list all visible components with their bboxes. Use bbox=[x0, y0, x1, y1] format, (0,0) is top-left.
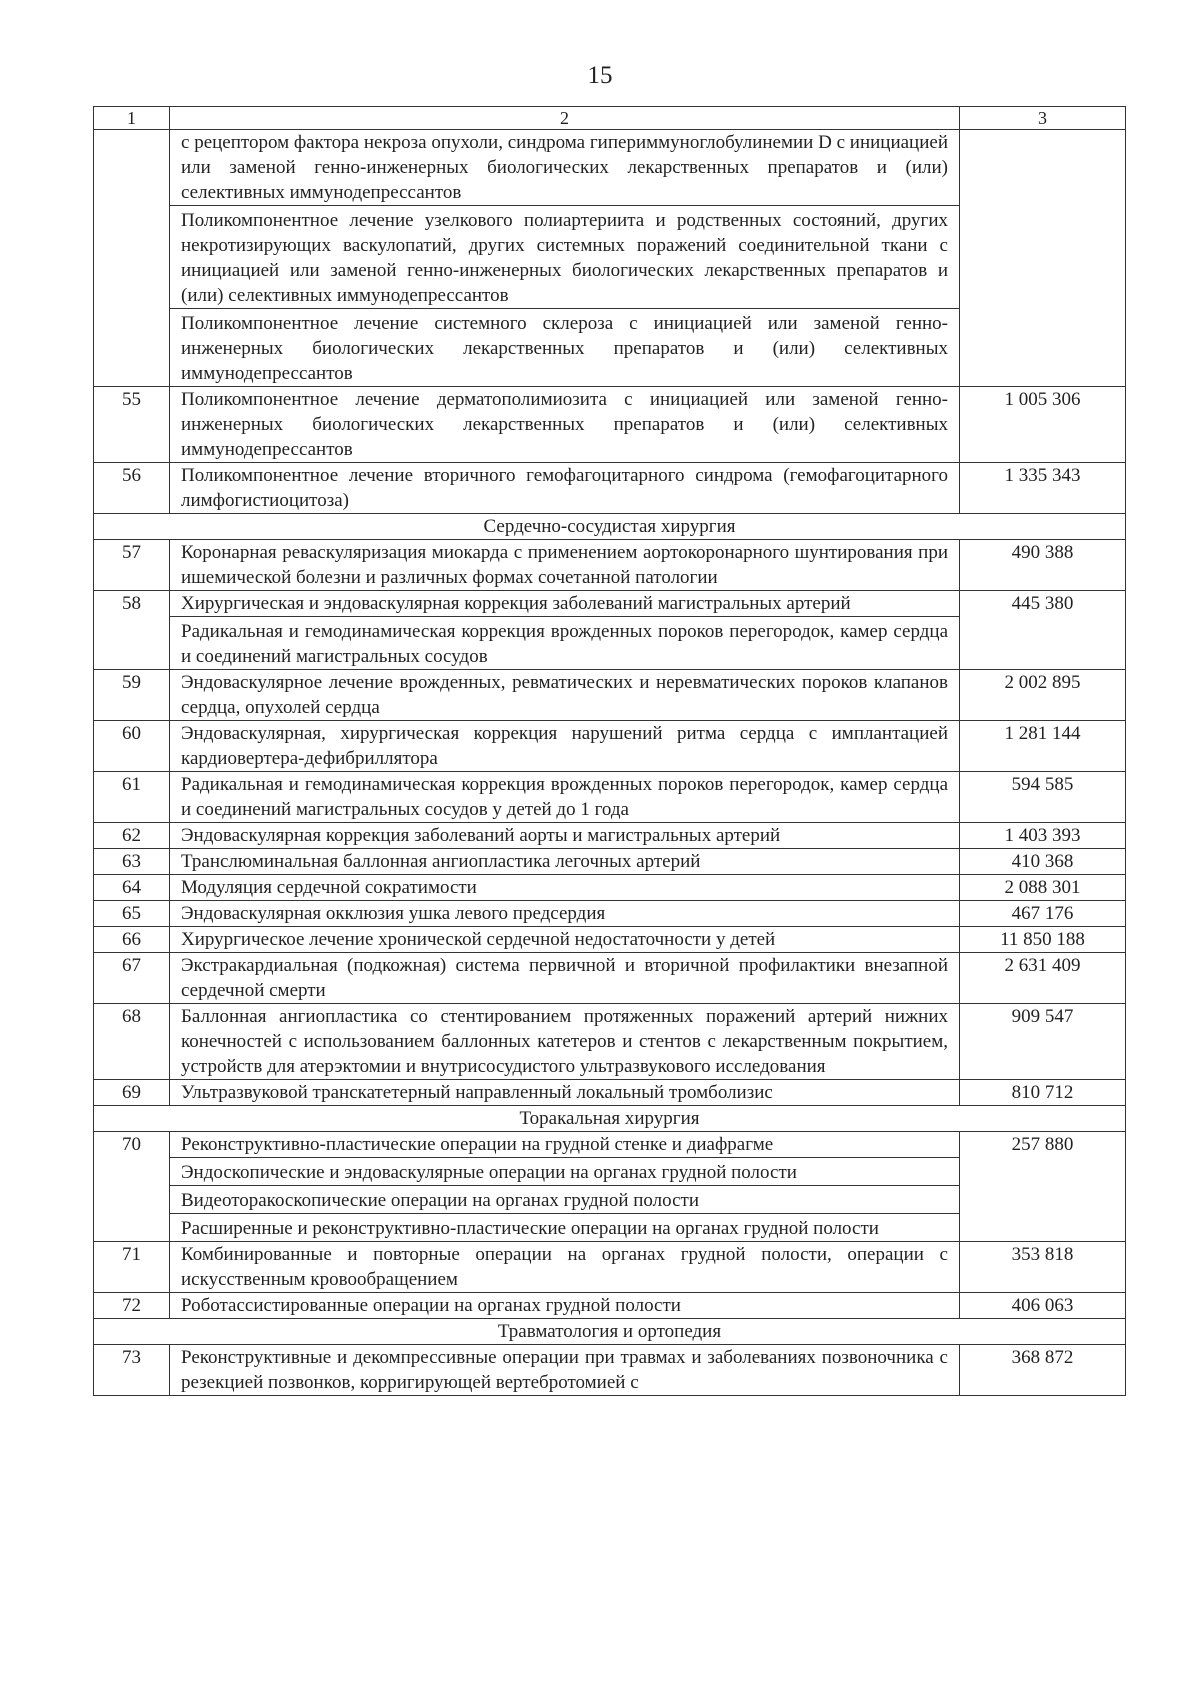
table-row bbox=[94, 772, 1126, 823]
section-header-row bbox=[94, 1106, 1126, 1132]
section-title: Сердечно-сосудистая хирургия bbox=[94, 514, 1126, 540]
table-row bbox=[94, 1242, 1126, 1293]
row-number: 57 bbox=[94, 540, 170, 591]
row-number: 70 bbox=[94, 1132, 170, 1242]
row-value: 467 176 bbox=[960, 901, 1126, 927]
header-col-1: 1 bbox=[94, 107, 170, 130]
description-item: Ультразвуковой транскатетерный направленный локальный тромболизис bbox=[181, 1082, 773, 1103]
description-item: Эндоскопические и эндоваскулярные операции на органах грудной полости bbox=[170, 1157, 959, 1185]
page-number: 15 bbox=[587, 62, 613, 89]
row-number: 68 bbox=[94, 1004, 170, 1080]
row-value: 410 368 bbox=[960, 849, 1126, 875]
row-number: 72 bbox=[94, 1293, 170, 1319]
description-item: Расширенные и реконструктивно-пластические операции на органах грудной полости bbox=[170, 1213, 959, 1241]
row-value: 257 880 bbox=[960, 1132, 1126, 1242]
description-item: Поликомпонентное лечение узелкового полиартериита и родственных состояний, других некротизирующих васкулопатий, других системных поражений соединительной ткани с инициацией или заменой генно-инженерных биологических лекарственных препаратов и (или) селективных иммунодепрессантов bbox=[170, 205, 959, 308]
section-title: Травматология и ортопедия bbox=[94, 1319, 1126, 1345]
row-number: 55 bbox=[94, 387, 170, 463]
row-value: 1 335 343 bbox=[960, 463, 1126, 514]
table-row bbox=[94, 823, 1126, 849]
row-value: 594 585 bbox=[960, 772, 1126, 823]
description-item: Эндоваскулярная коррекция заболеваний аорты и магистральных артерий bbox=[181, 825, 781, 846]
row-value: 353 818 bbox=[960, 1242, 1126, 1293]
header-col-3: 3 bbox=[960, 107, 1126, 130]
row-description bbox=[170, 540, 960, 591]
row-description bbox=[170, 875, 960, 901]
row-value: 406 063 bbox=[960, 1293, 1126, 1319]
row-number: 58 bbox=[94, 591, 170, 670]
row-value: 11 850 188 bbox=[960, 927, 1126, 953]
row-description bbox=[170, 1293, 960, 1319]
description-item: Радикальная и гемодинамическая коррекция врожденных пороков перегородок, камер сердца и соединений магистральных сосудов bbox=[170, 616, 959, 669]
row-description bbox=[170, 772, 960, 823]
table-row bbox=[94, 901, 1126, 927]
row-description bbox=[170, 1242, 960, 1293]
table-row bbox=[94, 721, 1126, 772]
row-number: 73 bbox=[94, 1345, 170, 1396]
table-row bbox=[94, 1345, 1126, 1396]
row-description bbox=[170, 387, 960, 463]
table-row bbox=[94, 591, 1126, 670]
row-value: 1 005 306 bbox=[960, 387, 1126, 463]
row-description bbox=[170, 670, 960, 721]
table-row bbox=[94, 953, 1126, 1004]
section-header-row bbox=[94, 1319, 1126, 1345]
description-item: Модуляция сердечной сократимости bbox=[181, 877, 477, 898]
row-description bbox=[170, 1345, 960, 1396]
row-value: 909 547 bbox=[960, 1004, 1126, 1080]
description-item: Коронарная реваскуляризация миокарда с применением аортокоронарного шунтирования при ишемической болезни и различных формах сочетанной патологии bbox=[181, 542, 948, 588]
row-number: 63 bbox=[94, 849, 170, 875]
description-item: Эндоваскулярная, хирургическая коррекция нарушений ритма сердца с имплантацией кардиовертера-дефибриллятора bbox=[181, 723, 948, 769]
table-row bbox=[94, 387, 1126, 463]
table-row bbox=[94, 1080, 1126, 1106]
row-value bbox=[960, 130, 1126, 387]
description-item: Поликомпонентное лечение дерматополимиозита с инициацией или заменой генно-инженерных биологических лекарственных препаратов и (или) селективных иммунодепрессантов bbox=[181, 389, 948, 460]
description-item: Комбинированные и повторные операции на органах грудной полости, операции с искусственным кровообращением bbox=[181, 1244, 948, 1290]
header-col-2: 2 bbox=[170, 107, 960, 130]
row-number: 69 bbox=[94, 1080, 170, 1106]
description-item: Поликомпонентное лечение вторичного гемофагоцитарного синдрома (гемофагоцитарного лимфогистиоцитоза) bbox=[181, 465, 948, 511]
services-table bbox=[93, 106, 1126, 1396]
description-item: Эндоваскулярное лечение врожденных, ревматических и неревматических пороков клапанов сердца, опухолей сердца bbox=[181, 672, 948, 718]
description-item: Радикальная и гемодинамическая коррекция врожденных пороков перегородок, камер сердца и соединений магистральных сосудов у детей до 1 года bbox=[181, 774, 948, 820]
row-value: 1 403 393 bbox=[960, 823, 1126, 849]
row-number: 59 bbox=[94, 670, 170, 721]
table-row bbox=[94, 540, 1126, 591]
row-number: 62 bbox=[94, 823, 170, 849]
table-row bbox=[94, 849, 1126, 875]
description-item: Транслюминальная баллонная ангиопластика легочных артерий bbox=[181, 851, 701, 872]
description-item: Поликомпонентное лечение системного склероза с инициацией или заменой генно-инженерных биологических лекарственных препаратов и (или) селективных иммунодепрессантов bbox=[170, 308, 959, 386]
row-number: 71 bbox=[94, 1242, 170, 1293]
row-number: 67 bbox=[94, 953, 170, 1004]
row-value: 810 712 bbox=[960, 1080, 1126, 1106]
row-value: 1 281 144 bbox=[960, 721, 1126, 772]
description-item: с рецептором фактора некроза опухоли, синдрома гипериммуноглобулинемии D с инициацией или заменой генно-инженерных биологических лекарственных препаратов и (или) селективных иммунодепрессантов bbox=[181, 132, 948, 203]
row-value: 368 872 bbox=[960, 1345, 1126, 1396]
row-number: 60 bbox=[94, 721, 170, 772]
row-description bbox=[170, 721, 960, 772]
section-title: Торакальная хирургия bbox=[94, 1106, 1126, 1132]
description-item: Хирургическая и эндоваскулярная коррекция заболеваний магистральных артерий bbox=[181, 593, 851, 614]
row-description bbox=[170, 849, 960, 875]
row-value: 445 380 bbox=[960, 591, 1126, 670]
description-item: Баллонная ангиопластика со стентированием протяженных поражений артерий нижних конечностей с использованием баллонных катетеров и стентов с лекарственным покрытием, устройств для атерэктомии и внутрисосудистого ультразвукового исследования bbox=[181, 1006, 948, 1077]
row-value: 2 088 301 bbox=[960, 875, 1126, 901]
section-header-row bbox=[94, 514, 1126, 540]
table-row bbox=[94, 463, 1126, 514]
description-item: Реконструктивные и декомпрессивные операции при травмах и заболеваниях позвоночника с резекцией позвонков, корригирующей вертебротомией с bbox=[181, 1347, 948, 1393]
row-description bbox=[170, 927, 960, 953]
description-item: Роботассистированные операции на органах грудной полости bbox=[181, 1295, 681, 1316]
description-item: Видеоторакоскопические операции на органах грудной полости bbox=[170, 1185, 959, 1213]
table-row bbox=[94, 927, 1126, 953]
table-row bbox=[94, 1004, 1126, 1080]
description-item: Экстракардиальная (подкожная) система первичной и вторичной профилактики внезапной сердечной смерти bbox=[181, 955, 948, 1001]
row-number: 66 bbox=[94, 927, 170, 953]
row-description bbox=[170, 953, 960, 1004]
row-description bbox=[170, 463, 960, 514]
description-item: Эндоваскулярная окклюзия ушка левого предсердия bbox=[181, 903, 606, 924]
row-description bbox=[170, 1004, 960, 1080]
row-value: 2 631 409 bbox=[960, 953, 1126, 1004]
table-header-row bbox=[94, 107, 1126, 130]
row-description bbox=[170, 591, 960, 670]
row-number: 64 bbox=[94, 875, 170, 901]
row-number: 65 bbox=[94, 901, 170, 927]
row-number: 56 bbox=[94, 463, 170, 514]
row-value: 2 002 895 bbox=[960, 670, 1126, 721]
table-row bbox=[94, 670, 1126, 721]
description-item: Хирургическое лечение хронической сердечной недостаточности у детей bbox=[181, 929, 776, 950]
row-description bbox=[170, 1132, 960, 1242]
row-description bbox=[170, 1080, 960, 1106]
table-row bbox=[94, 130, 1126, 387]
row-description bbox=[170, 823, 960, 849]
row-number: 61 bbox=[94, 772, 170, 823]
table-row bbox=[94, 875, 1126, 901]
description-item: Реконструктивно-пластические операции на грудной стенке и диафрагме bbox=[181, 1134, 774, 1155]
table-row bbox=[94, 1132, 1126, 1242]
row-description bbox=[170, 130, 960, 387]
row-description bbox=[170, 901, 960, 927]
row-number bbox=[94, 130, 170, 387]
table-row bbox=[94, 1293, 1126, 1319]
row-value: 490 388 bbox=[960, 540, 1126, 591]
